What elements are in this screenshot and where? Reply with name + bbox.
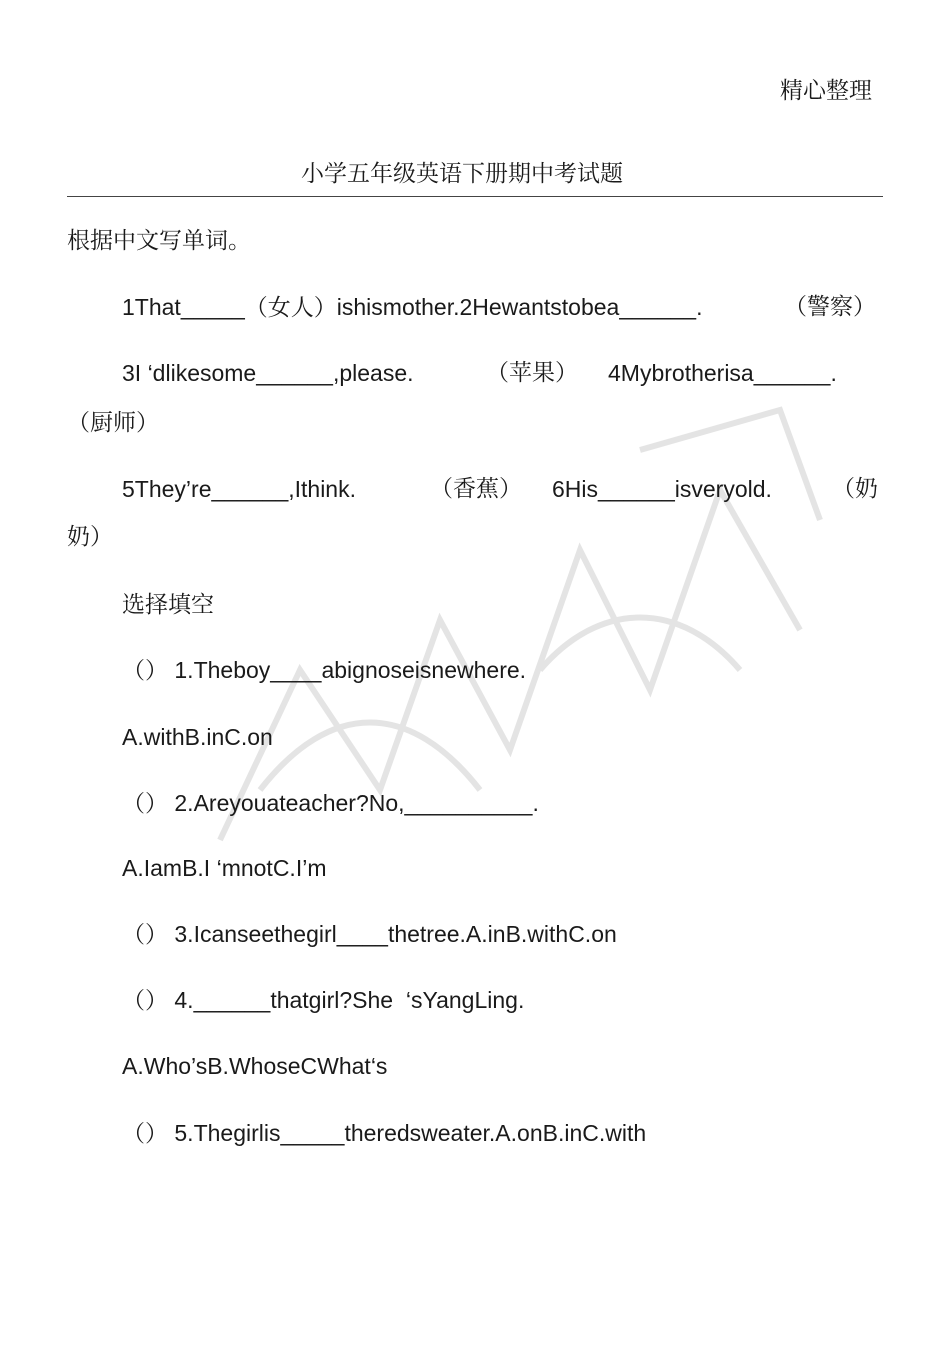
question-4: 4Mybrotherisa______. — [608, 360, 837, 386]
question-1-2: 1That_____（女人）ishismother.2Hewantstobea______. — [122, 294, 703, 320]
hint-grandma-part2: 奶） — [67, 524, 113, 550]
hint-cook: （厨师） — [67, 410, 159, 436]
section-heading-choice: 选择填空 — [122, 592, 214, 618]
question-5: 5They’re______,Ithink. — [122, 476, 356, 502]
hint-grandma-part1: （奶 — [832, 476, 878, 502]
hint-bananas: （香蕉） — [430, 476, 522, 502]
choice-options-1: A.withB.inC.on — [122, 724, 273, 750]
choice-question-2: （） 2.Areyouateacher?No,__________. — [122, 790, 539, 816]
choice-question-5: （） 5.Thegirlis_____theredsweater.A.onB.inC.with — [122, 1120, 647, 1146]
hint-police: （警察） — [784, 294, 876, 320]
header-label: 精心整理 — [780, 78, 872, 104]
section-heading-vocabulary: 根据中文写单词。 — [67, 228, 251, 254]
question-6: 6His______isveryold. — [552, 476, 772, 502]
hint-apples: （苹果） — [486, 360, 578, 386]
choice-question-3: （） 3.Icanseethegirl____thetree.A.inB.withC.on — [122, 921, 617, 947]
question-3: 3I ‘dlikesome______,please. — [122, 360, 414, 386]
document-title: 小学五年级英语下册期中考试题 — [301, 161, 623, 187]
choice-options-2: A.IamB.I ‘mnotC.I’m — [122, 855, 327, 881]
title-divider — [67, 196, 883, 197]
choice-question-4: （） 4.______thatgirl?She ‘sYangLing. — [122, 987, 525, 1013]
choice-options-4: A.Who’sB.WhoseCWhat‘s — [122, 1053, 388, 1079]
choice-question-1: （） 1.Theboy____abignoseisnewhere. — [122, 657, 527, 683]
